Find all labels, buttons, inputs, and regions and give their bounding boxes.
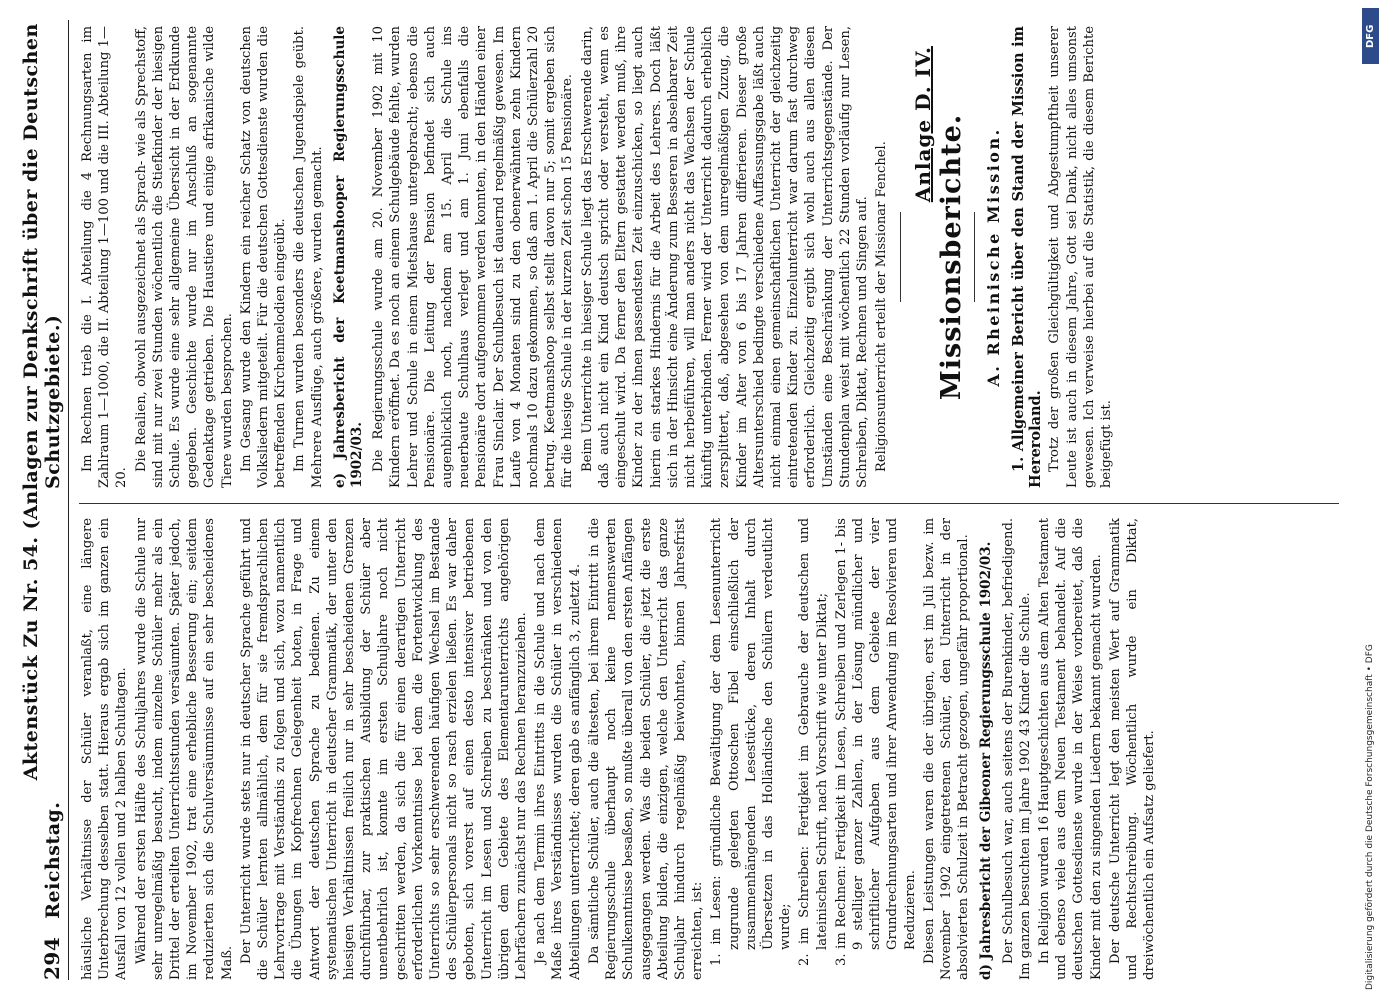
paragraph: Trotz der großen Gleichgültigkeit und Abgestumpftheit unserer Leute ist auch in diesem Jahre, Gott sei Dank, nicht alles umsonst gewesen. Ich verweise hierbei auf die Statistik, die diesem Berichte beigefügt ist. xyxy=(1047,26,1114,488)
paragraph: Im Rechnen trieb die I. Abteilung die 4 Rechnungsarten im Zahlraum 1—1000, die II. Abteilung 1—100 und die III. Abteilung 1—20. xyxy=(80,26,130,488)
section-heading: e) Jahresbericht der Keetmanshooper Regierungsschule 1902/03. xyxy=(331,26,366,488)
appendix-label: Anlage D. IV. xyxy=(911,46,936,203)
paragraph: Je nach dem Termin ihres Eintritts in die Schule und nach dem Maße ihres Verständnisses wurden die Schüler in verschiedenen Abteilungen unterrichtet; deren gab es anfänglich 3, zuletzt 4. xyxy=(533,518,583,980)
funding-note: Digitalisierung gefördert durch die Deutsche Forschungsgemeinschaft • DFG xyxy=(1365,644,1375,990)
paragraph: Der deutsche Unterricht legt den meisten Wert auf Grammatik und Rechtschreibung. Wöchentlich wurde ein Diktat, dreiwöchentlich ein Aufsatz geliefert. xyxy=(1107,518,1158,980)
section-heading: d) Jahresbericht der Gibeoner Regierungsschule 1902/03. xyxy=(978,541,995,980)
header-title: Aktenstück Zu Nr. 54. (Anlagen zur Denkschrift über die Deutschen Schutzgebiete.) xyxy=(20,23,64,781)
list-item: 1. im Lesen: gründliche Bewältigung der dem Lesenunterricht zugrunde gelegten Ottoschen Fibel einschließlich der zusammenhängenden Lesestücke, deren Inhalt durch Übersetzen in das Holländische den Schülern verdeutlicht wurde; xyxy=(709,518,794,966)
paragraph: Im Gesang wurde den Kindern ein reicher Schatz von deutschen Volksliedern mitgeteilt. Für die deutschen Gottesdienste wurden die betreffenden Kirchenmelodien eingeübt. xyxy=(238,26,289,488)
paragraph: Beim Unterrichte in hiesiger Schule liegt das Erschwerende darin, daß auch nicht ein Kind deutsch spricht oder versteht, wenn es eingeschult wird. Da ferner den Eltern gestattet werden muß, ihre Kinder zu der ihnen passendsten Zeit einzuschicken, so liegt auch hierin ein starkes Hindernis für die Arbeit des Lehrers. Doch läßt sich in der Hinsicht eine Änderung zum Besseren in absehbarer Zeit nicht herbeiführen, will man anders nicht das Wachsen der Schule künftig unterbinden. Ferner wird der Unterricht dadurch erheblich zersplittert, daß, abgesehen von dem unregelmäßigen Zuzug, die Kinder im Alter von 6 bis 17 Jahren differieren. Dieser große Altersunterschied bedingte verschiedene Auffassungsgabe läßt auch nicht einmal einen gemeinschaftlichen Unterricht der gleichzeitig eintretenden Kinder zu. Einzelunterricht war darum fast durchweg erforderlich. Gleichzeitig ergibt sich wohl auch aus allen diesen Umständen eine Beschränkung der Unterrichtsgegenstände. Der Stundenplan weist mit wöchentlich 22 Stunden vorläufig nur Lesen, Schreiben, Diktat, Rechnen und Singen auf. xyxy=(579,26,870,488)
header-left-label: Reichstag. xyxy=(42,801,64,919)
column-divider xyxy=(79,503,1339,504)
left-column xyxy=(79,518,1349,980)
funding-side-strip xyxy=(1358,0,1383,1000)
right-column xyxy=(79,26,1349,488)
page-number: 294 xyxy=(40,936,64,980)
page-header xyxy=(20,20,69,980)
separator-rule xyxy=(900,212,901,302)
report-heading: 1. Allgemeiner Bericht über den Stand der Mission im Hereroland. xyxy=(1009,26,1045,488)
separator-rule xyxy=(974,212,975,302)
list-item: 2. im Schreiben: Fertigkeit im Gebrauche der deutschen und lateinischen Schrift, nach Vorschrift wie unter Diktat; xyxy=(797,518,830,966)
paragraph: Religionsunterricht erteilt der Missionar Fenchel. xyxy=(874,141,890,472)
paragraph: häusliche Verhältnisse der Schüler veranlaßt, eine längere Unterbrechung desselben statt. Hieraus ergab sich im ganzen ein Ausfall von 12 vollen und 2 halben Schultagen. xyxy=(80,518,130,980)
rotated-document-page xyxy=(20,20,1353,980)
paragraph: Im Turnen wurden besonders die deutschen Jugendspiele geübt. Mehrere Ausflüge, auch größere, wurden gemacht. xyxy=(292,26,325,488)
paragraph: Die Realien, obwohl ausgezeichnet als Sprach- wie als Sprechstoff, sind mit nur zwei Stunden wöchentlich die Stiefkinder der hiesigen Schule. Es wurde eine sehr allgemeine Übersicht in der Erdkunde gegeben. Geschichte wurde nur im Anschluß an sogenannte Gedenktage getrieben. Die Haustiere und einige afrikanische wilde Tiere wurden besprochen. xyxy=(133,26,235,488)
paragraph: Der Schulbesuch war, auch seitens der Burenkinder, befriedigend. Im ganzen besuchten im Jahre 1902 43 Kinder die Schule. xyxy=(1000,518,1033,980)
paragraph: Während der ersten Hälfte des Schuljahres wurde die Schule nur sehr unregelmäßig besucht, indem einzelne Schüler mehr als ein Drittel der erteilten Unterrichtsstunden versäumten. Später jedoch, im November 1902, trat eine erhebliche Besserung ein; seitdem reduzierten sich die Schulversäumnisse auf ein sehr bescheidenes Maß. xyxy=(133,518,235,980)
subsection-heading: A. Rheinische Mission. xyxy=(983,127,1003,387)
list-item: 3. im Rechnen: Fertigkeit im Lesen, Schreiben und Zerlegen 1- bis 9 stelliger ganzer Zahlen, in der Lösung mündlicher und schriftlicher Aufgaben aus dem Gebiete der vier Grundrechnungsarten und ihrer Anwendung im Resolvieren und Reduzieren. xyxy=(833,518,918,966)
paragraph: Die Regierungsschule wurde am 20. November 1902 mit 10 Kindern eröffnet. Da es noch an einem Schulgebäude fehlte, wurden Lehrer und Schule in einem Mietshause untergebracht; ebenso die Pensionäre. Die Leitung der Pension befindet sich auch augenblicklich noch, nachdem am 15. April die Schule ins neuerbaute Schulhaus verlegt und am 1. Juni ebenfalls die Pensionäre dort aufgenommen werden konnten, in den Händen einer Frau Sinclair. Der Schulbesuch ist dauernd regelmäßig gewesen. Im Laufe von 4 Monaten sind zu den obenerwähnten zehn Kindern nochmals 10 dazu gekommen, so daß am 1. April die Schülerzahl 20 betrug. Keetmanshoop selbst stellt davon nur 5; somit ergeben sich für die hiesige Schule in der kurzen Zeit schon 15 Pensionäre. xyxy=(371,26,576,488)
section-title: Missionsberichte. xyxy=(935,113,967,401)
paragraph: Diesen Leistungen waren die der übrigen, erst im Juli bezw. im November 1902 eingetretenen Schüler, den Unterricht in der absolvierten Schulzeit in Betracht gezogen, ungefähr proportional. xyxy=(921,518,972,980)
dfg-logo-icon: DFG xyxy=(1362,8,1379,64)
paragraph: Da sämtliche Schüler, auch die ältesten, bei ihrem Eintritt in die Regierungsschule überhaupt noch keine nennenswerten Schulkenntnisse besaßen, so mußte überall von den ersten Anfängen ausgegangen werden. Was die beiden Schüler, die jetzt die erste Abteilung bilden, die einzigen, welche den Unterricht das ganze Schuljahr hindurch regelmäßig beiwohnten, binnen Jahresfrist erreichten, ist: xyxy=(586,518,706,980)
paragraph: In Religion wurden 16 Hauptgeschichten aus dem Alten Testament und ebenso viele aus dem Neuen Testament behandelt. Auf die deutschen Gottesdienste wurde in der Weise vorbereitet, daß die Kinder mit den zu singenden Liedern bekannt gemacht wurden. xyxy=(1036,518,1104,980)
paragraph: Der Unterricht wurde stets nur in deutscher Sprache geführt und die Schüler lernten allmählich, dem für sie fremdsprachlichen Lehrvortrage mit Verständnis zu folgen und sich, wozu namentlich die Übungen im Kopfrechnen Gelegenheit boten, in Frage und Antwort der deutschen Sprache zu bedienen. Zu einem systematischen Unterricht in deutscher Grammatik, der unter den hiesigen Verhältnissen freilich nur in sehr bescheidenen Grenzen durchführbar, zur praktischen Ausbildung der Schüler aber unentbehrlich ist, konnte im ersten Schuljahre noch nicht geschritten werden, da sich die für einen derartigen Unterricht erforderlichen Vorkenntnisse bei dem die Fortentwicklung des Unterrichts so sehr erschwerenden häufigen Wechsel im Bestande des Schülerpersonals nicht so rasch erzielen ließen. Es war daher geboten, sich vorerst auf einen desto intensiver betriebenen Unterricht im Lesen und Schreiben zu beschränken und von den übrigen dem Gebiete des Elementarunterrichts angehörigen Lehrfächern zunächst nur das Rechnen heranzuziehen. xyxy=(238,518,530,980)
